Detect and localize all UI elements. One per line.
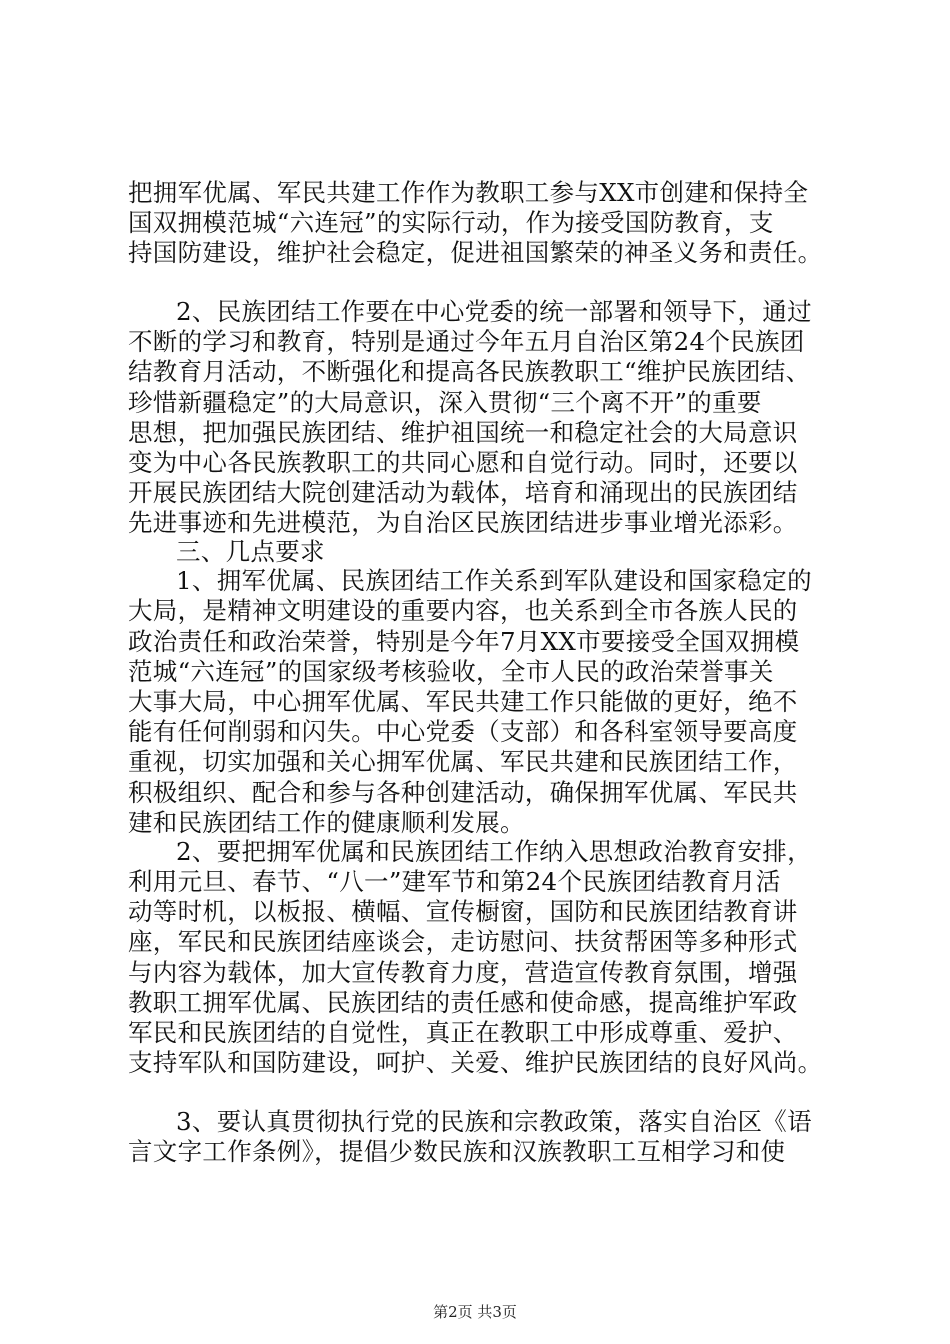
paragraph-line: 范城“六连冠”的国家级考核验收，全市人民的政治荣誉事关 [128,656,774,686]
section-heading: 三、几点要求 [176,537,325,567]
paragraph-line: 座，军民和民族团结座谈会，走访慰问、扶贫帮困等多种形式 [128,927,798,957]
paragraph-line: 结教育月活动，不断强化和提高各民族教职工“维护民族团结、 [128,357,811,387]
paragraph-line: 支持军队和国防建设，呵护、关爱、维护民族团结的良好风尚。 [128,1048,823,1078]
paragraph-line: 大事大局，中心拥军优属、军民共建工作只能做的更好，绝不 [128,687,798,716]
paragraph-line: 大局，是精神文明建设的重要内容，也关系到全市各族人民的 [128,596,798,626]
paragraph-line: 持国防建设，维护社会稳定，促进祖国繁荣的神圣义务和责任。 [128,238,823,268]
paragraph-line: 先进事迹和先进模范，为自治区民族团结进步事业增光添彩。 [128,508,798,538]
paragraph-line: 2、民族团结工作要在中心党委的统一部署和领导下，通过 [176,296,812,326]
paragraph-line: 开展民族团结大院创建活动为载体，培育和涌现出的民族团结 [128,478,798,508]
paragraph-line: 国双拥模范城“六连冠”的实际行动，作为接受国防教育，支 [128,208,774,238]
paragraph-line: 动等时机，以板报、横幅、宣传橱窗，国防和民族团结教育讲 [128,897,798,927]
paragraph-line: 珍惜新疆稳定”的大局意识，深入贯彻“三个离不开”的重要 [128,387,762,417]
paragraph-line: 与内容为载体，加大宣传教育力度，营造宣传教育氛围，增强 [128,957,798,987]
page-number-footer: 第2页 共3页 [433,1303,517,1321]
paragraph-line: 重视，切实加强和关心拥军优属、军民共建和民族团结工作， [128,747,798,777]
paragraph-line: 1、拥军优属、民族团结工作关系到军队建设和国家稳定的 [176,566,812,596]
paragraph-line: 2、要把拥军优属和民族团结工作纳入思想政治教育安排， [176,836,812,866]
paragraph-line: 积极组织、配合和参与各种创建活动，确保拥军优属、军民共 [128,777,798,807]
paragraph-line: 思想，把加强民族团结、维护祖国统一和稳定社会的大局意识 [128,417,798,447]
paragraph-line: 不断的学习和教育，特别是通过今年五月自治区第24个民族团 [128,327,805,356]
paragraph-line: 变为中心各民族教职工的共同心愿和自觉行动。同时，还要以 [128,447,798,477]
paragraph-line: 利用元旦、春节、“八一”建军节和第24个民族团结教育月活 [128,867,781,896]
paragraph-line: 建和民族团结工作的健康顺利发展。 [128,807,525,837]
paragraph-line: 能有任何削弱和闪失。中心党委（支部）和各科室领导要高度 [128,717,798,747]
paragraph-line: 政治责任和政治荣誉，特别是今年7月XX市要接受全国双拥模 [128,626,800,656]
paragraph-line: 军民和民族团结的自觉性，真正在教职工中形成尊重、爱护、 [128,1018,798,1048]
paragraph-line: 言文字工作条例》，提倡少数民族和汉族教职工互相学习和使 [128,1137,786,1166]
paragraph-line: 3、要认真贯彻执行党的民族和宗教政策，落实自治区《语 [176,1106,812,1136]
paragraph-line: 把拥军优属、军民共建工作作为教职工参与XX市创建和保持全 [128,178,809,207]
paragraph-line: 教职工拥军优属、民族团结的责任感和使命感，提高维护军政 [128,987,798,1017]
